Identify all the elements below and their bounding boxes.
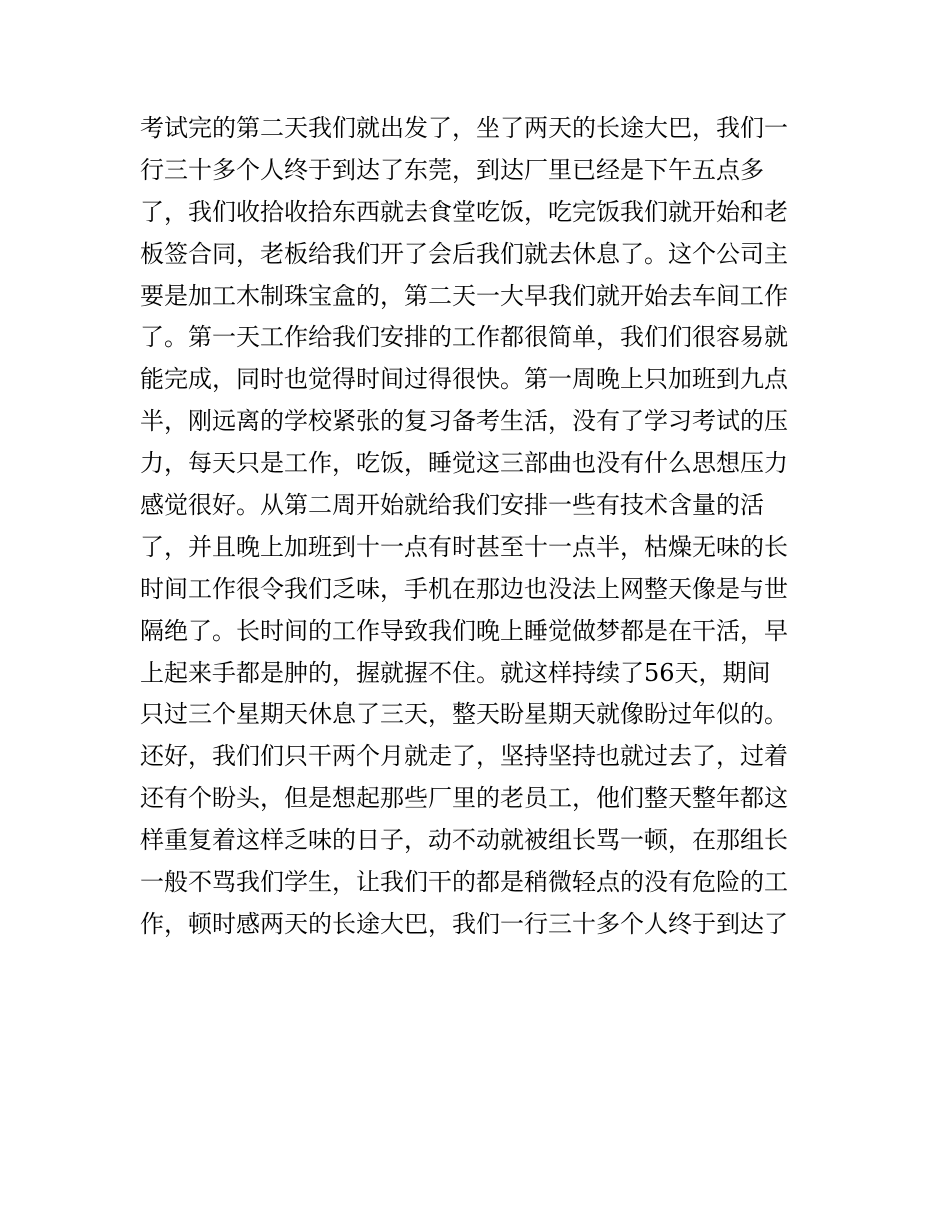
text-line: 只过三个星期天休息了三天，整天盼星期天就像盼过年似的。 (140, 700, 788, 729)
text-line: 上起来手都是肿的，握就握不住。就这样持续了56天，期间 (140, 658, 771, 687)
text-line: 还有个盼头，但是想起那些厂里的老员工，他们整天整年都这 (140, 784, 788, 813)
body-paragraph (140, 108, 830, 946)
text-line: 还好，我们们只干两个月就走了，坚持坚持也就过去了，过着 (140, 742, 788, 771)
text-line: 隔绝了。长时间的工作导致我们晚上睡觉做梦都是在干活，早 (140, 616, 788, 645)
text-line: 力，每天只是工作，吃饭，睡觉这三部曲也没有什么思想压力 (140, 449, 788, 478)
text-line: 感觉很好。从第二周开始就给我们安排一些有技术含量的活 (140, 491, 764, 520)
text-line: 了，我们收拾收拾东西就去食堂吃饭，吃完饭我们就开始和老 (140, 197, 788, 226)
text-line: 能完成，同时也觉得时间过得很快。第一周晚上只加班到九点 (140, 365, 788, 394)
text-line: 板签合同，老板给我们开了会后我们就去休息了。这个公司主 (140, 239, 788, 268)
text-line: 样重复着这样乏味的日子，动不动就被组长骂一顿，在那组长 (140, 826, 788, 855)
text-line: 半，刚远离的学校紧张的复习备考生活，没有了学习考试的压 (140, 407, 788, 436)
text-line: 时间工作很令我们乏味，手机在那边也没法上网整天像是与世 (140, 574, 788, 603)
text-line: 行三十多个人终于到达了东莞，到达厂里已经是下午五点多 (140, 155, 764, 184)
text-line: 了。第一天工作给我们安排的工作都很简单，我们们很容易就 (140, 323, 788, 352)
text-line: 要是加工木制珠宝盒的，第二天一大早我们就开始去车间工作 (140, 281, 788, 310)
text-line: 考试完的第二天我们就出发了，坐了两天的长途大巴，我们一 (140, 114, 788, 142)
text-line: 了，并且晚上加班到十一点有时甚至十一点半，枯燥无味的长 (140, 532, 788, 561)
text-line: 作，顿时感两天的长途大巴，我们一行三十多个人终于到达了 (140, 909, 788, 938)
text-line: 一般不骂我们学生，让我们干的都是稍微轻点的没有危险的工 (140, 868, 788, 897)
